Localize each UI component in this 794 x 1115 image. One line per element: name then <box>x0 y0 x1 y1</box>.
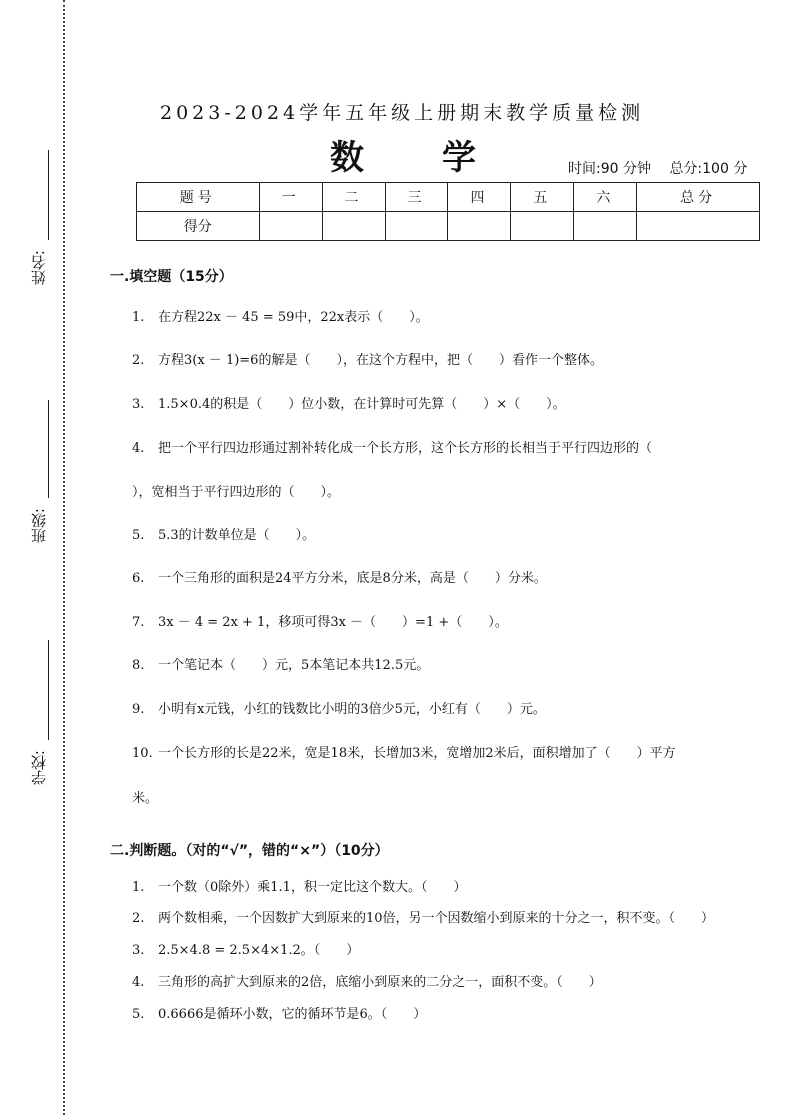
fill-question-5: 5. 5.3的计数单位是（ ）。 <box>132 528 316 543</box>
score-table-score-row <box>137 212 760 241</box>
score-header-cell: 四 <box>448 183 511 212</box>
score-table-header-row <box>137 183 760 212</box>
score-cell[interactable] <box>322 212 385 241</box>
exam-time: 时间:90 分钟 <box>568 161 651 177</box>
score-cell[interactable] <box>259 212 322 241</box>
exam-info <box>568 158 761 178</box>
judge-question-1: 1. 一个数（0除外）乘1.1，积一定比这个数大。（ ） <box>132 880 467 895</box>
fill-question-10-continued: 米。 <box>132 791 159 806</box>
score-row-label: 得分 <box>137 212 260 241</box>
score-header-cell: 六 <box>574 183 637 212</box>
judge-question-3: 3. 2.5×4.8 = 2.5×4×1.2。（ ） <box>132 943 360 958</box>
score-cell[interactable] <box>448 212 511 241</box>
school-field <box>28 640 58 790</box>
fill-question-3: 3. 1.5×0.4的积是（ ）位小数，在计算时可先算（ ）×（ ）。 <box>132 397 566 412</box>
fill-question-7: 7. 3x － 4 = 2x + 1，移项可得3x －（ ）=1 +（ ）。 <box>132 615 508 630</box>
score-cell[interactable] <box>511 212 574 241</box>
school-underline <box>48 640 49 740</box>
subject-title: 数学 <box>330 138 554 178</box>
class-field <box>28 400 58 550</box>
binding-dotted-line <box>63 0 65 1115</box>
score-header-cell: 一 <box>259 183 322 212</box>
fill-question-1: 1. 在方程22x － 45 = 59中，22x表示（ ）。 <box>132 310 429 325</box>
exam-total: 总分:100 分 <box>669 161 748 177</box>
school-label: 学校: <box>30 750 48 786</box>
fill-question-2: 2. 方程3(x － 1)=6的解是（ ），在这个方程中，把（ ）看作一个整体。 <box>132 353 603 368</box>
fill-question-9: 9. 小明有x元钱，小红的钱数比小明的3倍少5元，小红有（ ）元。 <box>132 702 546 717</box>
score-header-cell: 三 <box>385 183 448 212</box>
score-header-cell: 总分 <box>637 183 760 212</box>
name-field <box>28 150 58 290</box>
name-label: 姓名: <box>30 250 48 286</box>
fill-question-4: 4. 把一个平行四边形通过割补转化成一个长方形，这个长方形的长相当于平行四边形的（ <box>132 441 653 456</box>
judge-question-2: 2. 两个数相乘，一个因数扩大到原来的10倍，另一个因数缩小到原来的十分之一，积不变。（ ） <box>132 911 715 926</box>
score-header-cell: 五 <box>511 183 574 212</box>
fill-question-6: 6. 一个三角形的面积是24平方分米，底是8分米，高是（ ）分米。 <box>132 571 547 586</box>
exam-title: 2023-2024学年五年级上册期末教学质量检测 <box>160 102 645 124</box>
score-cell[interactable] <box>637 212 760 241</box>
section-1-heading: 一.填空题（15分） <box>110 269 233 285</box>
judge-question-5: 5. 0.6666是循环小数，它的循环节是6。（ ） <box>132 1007 427 1022</box>
section-2-heading: 二.判断题。（对的“√”，错的“×”）（10分） <box>110 843 389 859</box>
score-table <box>136 182 760 241</box>
score-cell[interactable] <box>385 212 448 241</box>
class-underline <box>48 400 49 498</box>
class-label: 班级: <box>30 508 48 544</box>
score-cell[interactable] <box>574 212 637 241</box>
score-header-cell: 二 <box>322 183 385 212</box>
fill-question-8: 8. 一个笔记本（ ）元，5本笔记本共12.5元。 <box>132 658 430 673</box>
fill-question-4-continued: ），宽相当于平行四边形的（ ）。 <box>132 485 341 500</box>
name-underline <box>48 150 49 240</box>
score-header-cell: 题号 <box>137 183 260 212</box>
fill-question-10: 10. 一个长方形的长是22米，宽是18米，长增加3米，宽增加2米后，面积增加了（ ）平方 <box>132 746 676 761</box>
judge-question-4: 4. 三角形的高扩大到原来的2倍，底缩小到原来的二分之一，面积不变。（ ） <box>132 975 602 990</box>
